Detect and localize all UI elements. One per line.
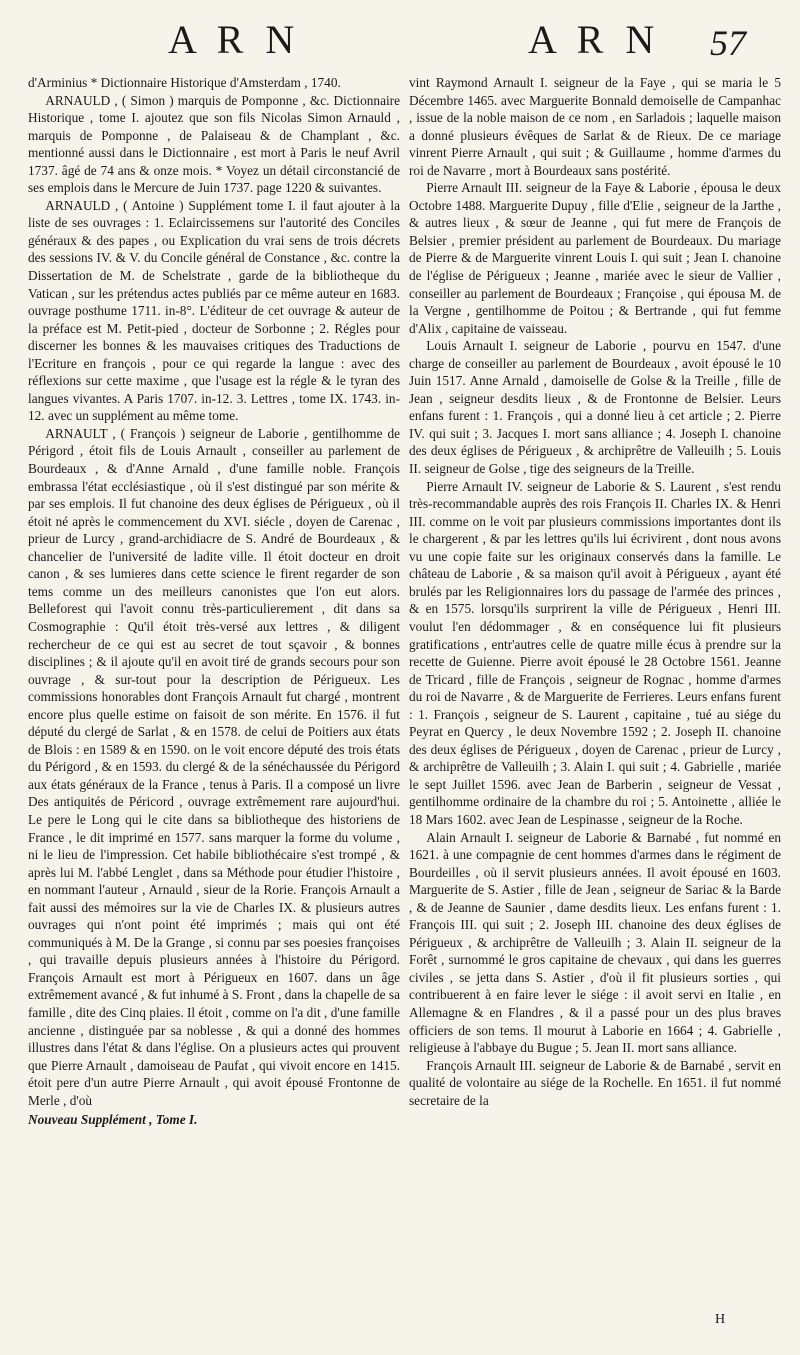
header-right-word: A R N [528,17,661,62]
signature-mark: H [715,1312,726,1327]
entry-paragraph: François Arnault III. seigneur de Laborie & de Barnabé , servit en qualité de volontaire au siége de la Rochelle. En 1651. il fut nommé secretaire de la [409,1057,781,1108]
page-number: 57 [710,23,746,63]
volume-footer: Nouveau Supplément , Tome I. [28,1112,198,1128]
entry-paragraph: d'Arminius * Dictionnaire Historique d'Amsterdam , 1740. [28,75,341,90]
right-column [409,74,781,1109]
entry-paragraph: Alain Arnault I. seigneur de Laborie & Barnabé , fut nommé en 1621. à une compagnie de cent hommes d'armes dans le régiment de Bourdeilles , où il servit plusieurs années. Il avoit épousé en 1603. Marguerite de S. Astier , fille de Jean , seigneur de Sariac & la Barde , & de Jeanne de Saunier , dame desdits lieux. Les enfans furent : 1. François III. qui suit ; 2. Joseph III. chanoine des deux églises de Périgueux , & archiprêtre de Valleuilh ; 3. Alain II. seigneur de la Forêt , surnommé le gros capitaine de chevaux , qui dans les guerres civiles , se jetta dans S. Astier , d'où il fit plusieurs sorties , qui contribuerent à en faire lever le siége : il avoit servi en Italie , en Allemagne & en Flandres , & il a passé pour un des plus braves officiers de son tems. Il mourut à Laborie en 1664 ; 4. Gabrielle , religieuse à l'abbaye du Bugue ; 5. Jean II. mort sans alliance. [409,829,781,1056]
entry-paragraph: Pierre Arnault IV. seigneur de Laborie & S. Laurent , s'est rendu très-recommandable auprès des rois François II. Charles IX. & Henri III. comme on le voit par plusieurs commissions importantes dont ils le chargerent , & par les lettres qu'ils lui écrivirent , dont nous avons vu une copie faite sur les originaux conservés dans la famille. Le château de Laborie , & sa maison qu'il avoit à Périgueux , ayant été brulés par les Religionnaires lors du passage de l'armée des princes , & en 1575. lorsqu'ils surprirent la ville de Périgueux , Henri III. voulut l'en dédommager , & en conséquence lui fit plusieurs gratifications , entr'autres celle de quatre mille écus à prendre sur la recette de Guienne. Pierre avoit épousé le 28 Octobre 1561. Jeanne de Tricard , fille de François , seigneur de Rognac , homme d'armes du roi de Navarre , & de Marguerite de Ferrieres. Leurs enfans furent : 1. François , seigneur de S. Laurent , capitaine , tué au siége du Peyrat en Quercy , le deux Novembre 1592 ; 2. Joseph II. chanoine des deux églises de Périgueux , doyen de Carenac , prieur de Lurcy , & archiprêtre de Valleuilh ; 3. Alain I. qui suit ; 4. Gabrielle , mariée le sept Juillet 1596. avec Jean de Barberin , seigneur de Vessat , gentilhomme ordinaire de la chambre du roi ; 5. Antoinette , alliée le 18 Mars 1602. avec Jean de Lespinasse , seigneur de la Roche. [409,478,781,827]
entry-paragraph: vint Raymond Arnault I. seigneur de la Faye , qui se maria le 5 Décembre 1465. avec Marguerite Bonnald demoiselle de Campanhac , issue de la noble maison de ce nom , en Sarladois ; laquelle maison a donné plusieurs évêques de Sarlat & de Rieux. De ce mariage vinrent Pierre Arnault , qui suit ; & Guillaume , homme d'armes du roi de Navarre , mort à Bourdeaux sans postérité. [409,75,781,178]
entry-paragraph: ARNAULT , ( François ) seigneur de Laborie , gentilhomme de Périgord , étoit fils de Louis Arnault , conseiller au parlement de Bourdeaux , & d'Anne Arnald , d'une famille noble. François embrassa l'état ecclésiastique , où il s'est distingué par son mérite & par ses emplois. Il fut chanoine des deux églises de Périgueux , où il étoit né après le commencement du XVI. siécle , doyen de Carenac , prieur de Lurcy , grand-archidiacre de S. André de Bourdeaux , & chancelier de l'université de ladite ville. Il étoit docteur en droit canon , & ses lumieres dans cette science le firent regarder de son tems comme un des meilleurs canonistes que l'on eut alors. Belleforest qui l'avoit connu très-particulierement , dit dans sa Cosmographie : Qu'il étoit très-versé aux lettres , & diligent rechercheur de ce qui est au secret de tout sçavoir , & bonnes disciplines ; & il ajoute qu'il en avoit tiré de grands secours pour son ouvrage , & sur-tout pour la description de Périgueux. Les commissions honorables dont François Arnault fut chargé , montrent encore plus quelle estime on faisoit de son mérite. En 1576. il fut député du clergé de Sarlat , & en 1578. de celui de Poitiers aux états de Blois : en 1589 & en 1590. on le voit encore député des trois états du Périgord , & en 1593. du clergé & de la sénéchaussée du Périgord aux états généraux de la France , tenus à Paris. Il a composé un livre Des antiquités de Péricord , ouvrage extrêmement rare aujourd'hui. Le pere le Long qui le cite dans sa bibliotheque des historiens de France , le dit imprimé en 1577. sans marquer la forme du volume , ni le lieu de l'impression. Cet habile bibliothécaire s'est trompé , & après lui M. l'abbé Lenglet , dans sa Méthode pour étudier l'histoire , en nommant l'auteur , Arnauld , sieur de la Rorie. François Arnault a fait aussi des mémoires sur la vie de Charles IX. & plusieurs autres ouvrages qui n'ont point été imprimés ; mais qui ont été communiqués à M. De la Grange , si connu par ses poesies françoises , qui travaille depuis plusieurs années à l'histoire du Périgord. François Arnault est mort à Périgueux en 1607. dans un âge extrêmement avancé , & fut inhumé à S. Front , dans la chapelle de sa famille , dite des Cinq plaies. Il étoit , comme on l'a dit , d'une famille ancienne , distinguée par sa noblesse , & qui a donné des hommes illustres dans l'état & dans l'église. On a plusieurs actes qui prouvent que Pierre Arnault , damoiseau de Paufat , qui vivoit encore en 1415. étoit pere d'un autre Pierre Arnault , qui avoit épousé Frontonne de Merle , d'où [28,425,400,1108]
running-header [0,16,800,76]
entry-paragraph: ARNAULD , ( Simon ) marquis de Pomponne , &c. Dictionnaire Historique , tome I. ajoutez que son fils Nicolas Simon Arnauld , marquis de Pomponne , de Palaiseau & de Champlant , &c. mentionné aussi dans le Dictionnaire , est mort à Paris le neuf Avril 1737. âgé de 74 ans & onze mois. * Voyez un détail circonstancié de ses emplois dans le Mercure de Juin 1737. page 1220 & suivantes. [28,92,400,196]
left-column [28,74,400,1129]
entry-paragraph: Louis Arnault I. seigneur de Laborie , pourvu en 1547. d'une charge de conseiller au parlement de Bourdeaux , avoit épousé le 10 Juin 1517. Anne Arnald , damoiselle de Golse & la Treille , fille de Jean , seigneur desdits lieux , & de Frontonne de Belsier. Leurs enfans furent : 1. François , qui a donné lieu à cet article ; 2. Pierre IV. qui suit ; 3. Jacques I. mort sans alliance ; 4. Joseph I. chanoine des deux églises de Périgueux , & archiprêtre de Valleuilh ; 5. Louis II. seigneur de Golse , tige des seigneurs de la Treille. [409,338,781,477]
entry-paragraph: Pierre Arnault III. seigneur de la Faye & Laborie , épousa le deux Octobre 1488. Marguerite Dupuy , fille d'Elie , seigneur de la Jarthe , & autres lieux , & sœur de Jeanne , qui fut mere de François de Belsier , premier président au parlement de Bourdeaux. Du mariage de Pierre & de Marguerite vinrent Louis I. qui suit ; Jean I. chanoine de l'église de Périgueux ; Jeanne , mariée avec le sieur de Vallier , conseiller au parlement de Bourdeaux ; Françoise , qui épousa M. de la Vergne , gentilhomme de Poitou ; & Bertrande , qui fut femme d'Alix , capitaine de vaisseau. [409,180,781,336]
entry-paragraph: ARNAULD , ( Antoine ) Supplément tome I. il faut ajouter à la liste de ses ouvrages : 1. Eclaircissemens sur l'autorité des Conciles généraux & des papes , ou Explication du vrai sens de trois décrets des sessions IV. & V. du Concile général de Constance , &c. contre la Dissertation de M. de Schelstrate , garde de la bibliotheque du Vatican , sur les prétendus actes publiés par ce même auteur en 1683. ouvrage posthume 1711. in-8°. L'éditeur de cet ouvrage & auteur de la préface est M. Petit-pied , docteur de Sorbonne ; 2. Régles pour discerner les bonnes & les mauvaises critiques des Traductions de l'Ecriture en françois , pour ce qui regarde la langue : avec des réflexions sur cette maxime , que l'usage est la régle & le tyran des langues vivantes. A Paris 1707. in-12. 3. Lettres , tome IX. 1743. in-12. avec un supplément au même tome. [28,197,400,424]
header-left-word: A R N [168,17,301,62]
